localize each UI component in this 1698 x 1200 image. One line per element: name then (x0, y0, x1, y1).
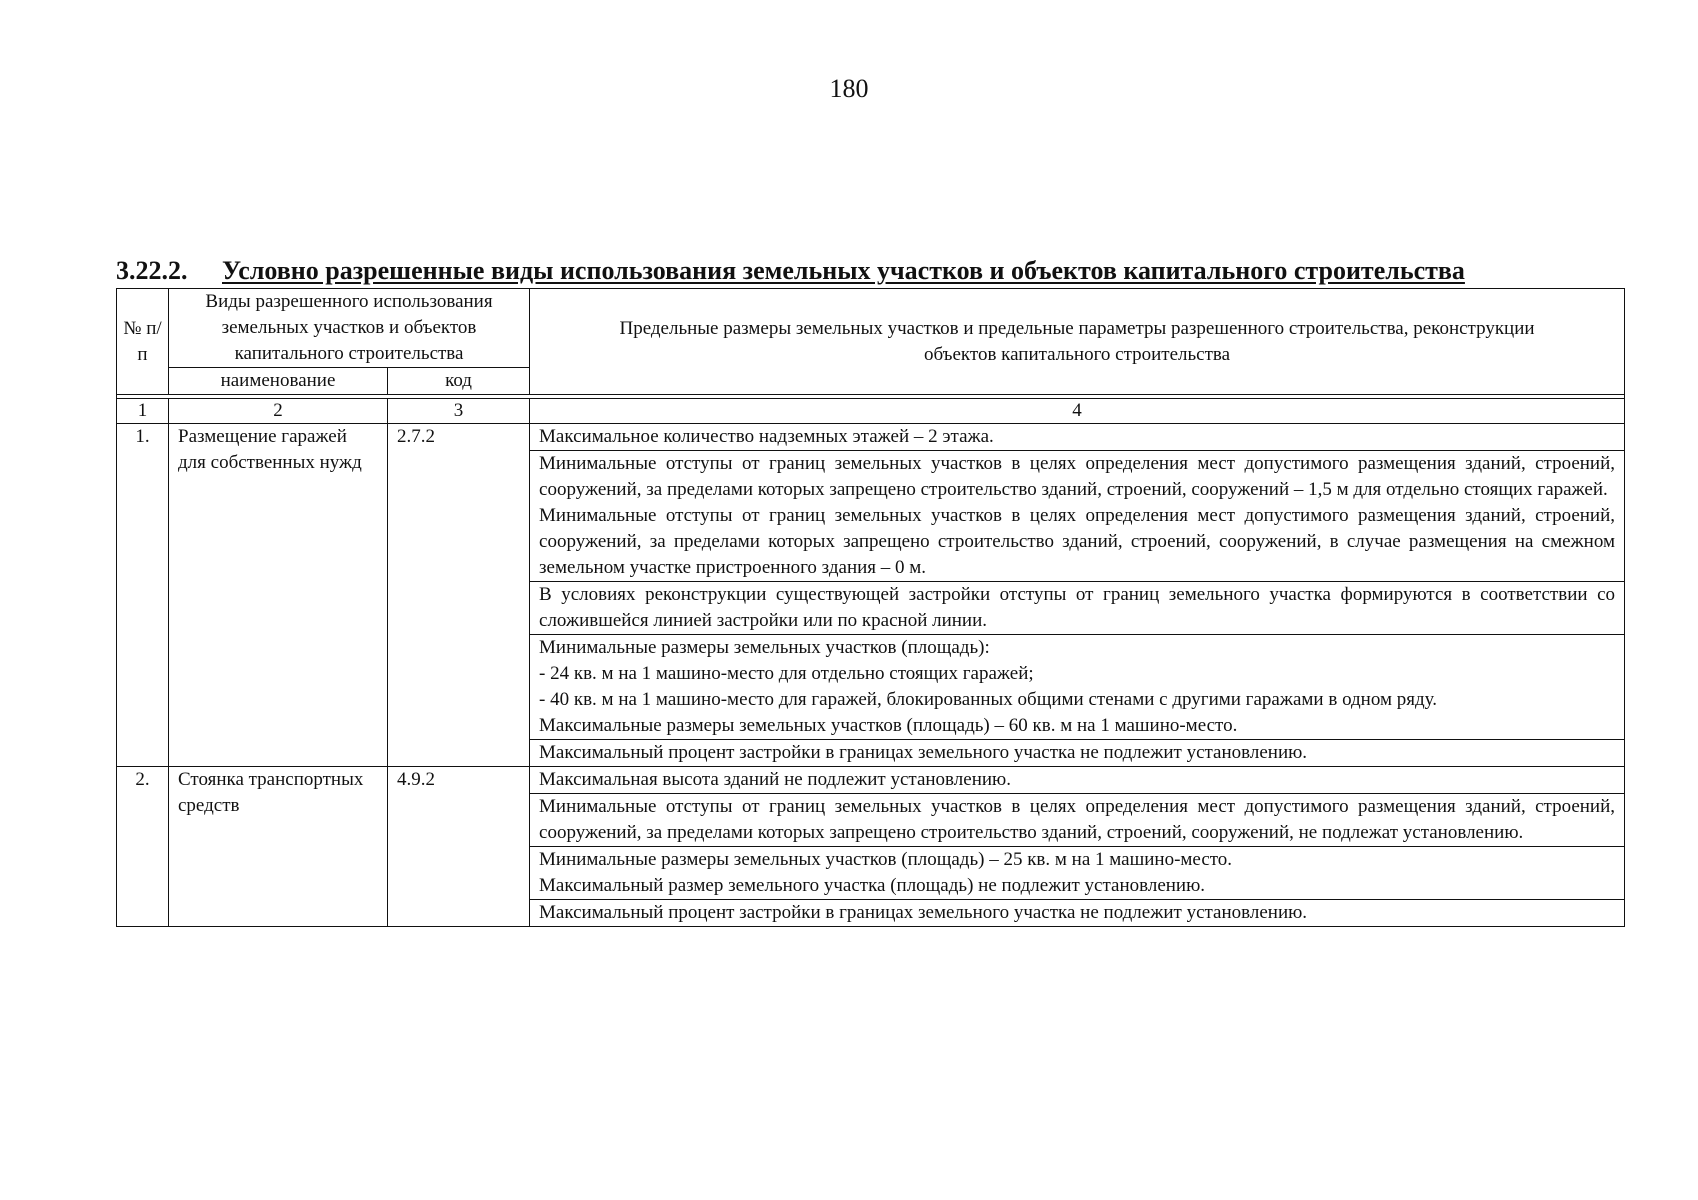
row-number: 2. (117, 767, 169, 927)
table-row (117, 424, 1625, 451)
requirement-cell (530, 451, 1625, 582)
requirement-cell (530, 424, 1625, 451)
page-number: 180 (829, 74, 869, 103)
requirement-text: Максимальный размер земельного участка (площадь) не подлежит установлению. (539, 875, 1206, 896)
land-use-table (116, 288, 1625, 927)
requirement-text: Максимальный процент застройки в границах земельного участка не подлежит установлению. (539, 742, 1308, 763)
requirement-text: Максимальная высота зданий не подлежит установлению. (539, 769, 1011, 790)
header-num: № п/п (117, 289, 169, 395)
requirement-text: В условиях реконструкции существующей застройки отступы от границ земельного участка формируются в соответствии со сложившейся линией застройки или по красной линии. (539, 584, 1616, 631)
requirement-text: - 24 кв. м на 1 машино-место для отдельно стоящих гаражей; (539, 663, 1034, 684)
requirement-text: Минимальные размеры земельных участков (площадь) – 25 кв. м на 1 машино-место. (539, 849, 1233, 870)
requirement-text: - 40 кв. м на 1 машино-место для гаражей, блокированных общими стенами с другими гаражами в одном ряду. (539, 689, 1438, 710)
section-title-text: Условно разрешенные виды использования земельных участков и объектов капитального строительства (222, 256, 1465, 285)
use-name: Размещение гаражей для собственных нужд (169, 424, 388, 767)
column-number: 4 (530, 399, 1625, 424)
row-number: 1. (117, 424, 169, 767)
column-numbers-row (117, 399, 1625, 424)
requirement-cell (530, 582, 1625, 635)
requirement-text: Максимальный процент застройки в границах земельного участка не подлежит установлению. (539, 902, 1308, 923)
requirement-cell (530, 900, 1625, 927)
requirement-text: Минимальные отступы от границ земельных участков в целях определения мест допустимого размещения зданий, строений, сооружений, за пределами которых запрещено строительство зданий, строений, сооружений, не подлежат установлению. (539, 796, 1616, 843)
requirement-cell (530, 794, 1625, 847)
column-number: 1 (117, 399, 169, 424)
requirement-text: Минимальные отступы от границ земельных участков в целях определения мест допустимого размещения зданий, строений, сооружений, за пределами которых запрещено строительство зданий, строений, сооружений – 1,5 м для отдельно стоящих гаражей. (539, 453, 1616, 500)
table-row (117, 767, 1625, 794)
use-code: 2.7.2 (388, 424, 530, 767)
column-number: 2 (169, 399, 388, 424)
section-title (116, 256, 1624, 286)
header-name: наименование (169, 368, 388, 395)
column-number: 3 (388, 399, 530, 424)
requirement-cell (530, 635, 1625, 740)
header-row (117, 289, 1625, 368)
requirement-text: Минимальные отступы от границ земельных участков в целях определения мест допустимого размещения зданий, строений, сооружений, за пределами которых запрещено строительство зданий, строений, сооружений, в случае размещения на смежном земельном участке пристроенного здания – 0 м. (539, 505, 1616, 578)
requirement-cell (530, 847, 1625, 900)
requirement-cell (530, 767, 1625, 794)
use-name: Стоянка транспортных средств (169, 767, 388, 927)
header-limits: Предельные размеры земельных участков и предельные параметры разрешенного строительства, реконструкции объектов капитального строительства (530, 289, 1625, 395)
requirement-text: Максимальное количество надземных этажей – 2 этажа. (539, 426, 994, 447)
requirement-text: Максимальные размеры земельных участков (площадь) – 60 кв. м на 1 машино-место. (539, 715, 1238, 736)
use-code: 4.9.2 (388, 767, 530, 927)
requirement-cell (530, 740, 1625, 767)
section-number: 3.22.2. (116, 256, 188, 285)
header-types: Виды разрешенного использования земельных участков и объектов капитального строительства (169, 289, 530, 368)
requirement-text: Минимальные размеры земельных участков (площадь): (539, 637, 990, 658)
header-code: код (388, 368, 530, 395)
